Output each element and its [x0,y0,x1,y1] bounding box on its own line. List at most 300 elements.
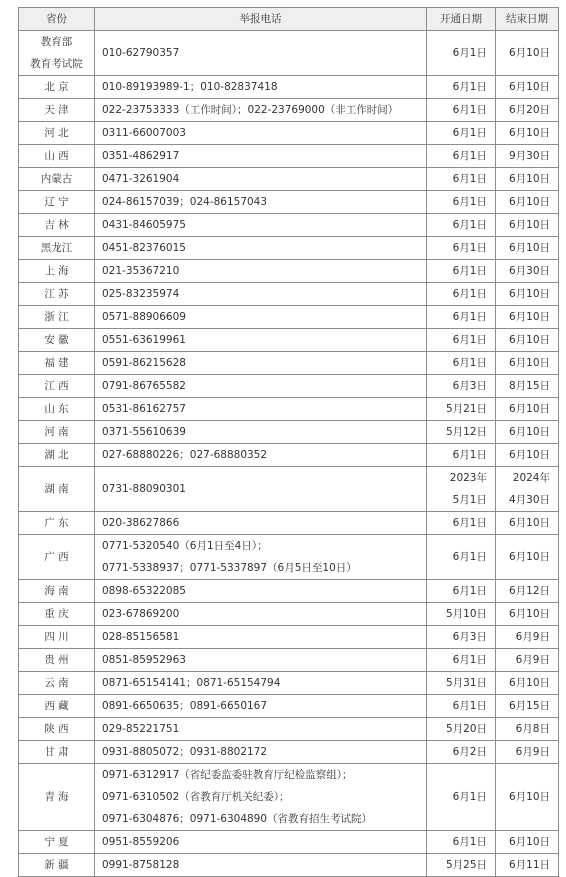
cell-start-date [427,421,496,444]
cell-province [19,695,95,718]
cell-province [19,352,95,375]
cell-phone [95,237,427,260]
cell-province [19,122,95,145]
cell-phone-line: 0951-8559206 [102,836,180,848]
cell-end-date [496,672,559,695]
cell-phone [95,831,427,854]
cell-start-date [427,535,496,580]
table-row [19,398,559,421]
cell-phone-line: 022-23753333（工作时间）；022-23769000（非工作时间） [102,104,399,116]
cell-phone [95,580,427,603]
cell-end-date-line: 6月10日 [508,791,550,803]
cell-province [19,831,95,854]
cell-end-date-line: 6月10日 [508,334,550,346]
cell-end-date-line: 4月30日 [508,494,550,506]
cell-end-date-line: 8月15日 [508,380,550,392]
cell-phone [95,375,427,398]
cell-phone-line: 0991-8758128 [102,859,180,871]
cell-start-date-line: 2023年 [449,472,487,484]
cell-province [19,421,95,444]
cell-end-date-line: 6月8日 [515,723,550,735]
cell-start-date [427,649,496,672]
cell-province-line: 广 西 [44,551,69,563]
cell-phone-line: 0551-63619961 [102,334,186,346]
table-row [19,535,559,580]
cell-phone [95,214,427,237]
cell-end-date [496,306,559,329]
cell-end-date-line: 6月10日 [508,357,550,369]
header-phone: 举报电话 [95,8,427,31]
cell-phone [95,99,427,122]
cell-end-date-line: 6月10日 [508,836,550,848]
report-phone-table [18,7,559,877]
cell-start-date [427,76,496,99]
cell-phone [95,764,427,831]
cell-phone-line: 0371-55610639 [102,426,186,438]
report-table-container [18,7,559,877]
cell-phone-line: 0351-4862917 [102,150,180,162]
cell-province [19,535,95,580]
cell-start-date [427,672,496,695]
cell-province [19,283,95,306]
cell-phone [95,649,427,672]
cell-start-date-line: 6月1日 [452,449,487,461]
table-row [19,626,559,649]
table-row [19,444,559,467]
cell-province [19,626,95,649]
cell-phone-line: 0931-8805072；0931-8802172 [102,746,268,758]
table-row [19,214,559,237]
cell-start-date [427,260,496,283]
cell-phone-line: 0571-88906609 [102,311,186,323]
cell-end-date [496,352,559,375]
cell-end-date [496,535,559,580]
cell-phone-line: 028-85156581 [102,631,180,643]
header-start-date: 开通日期 [427,8,496,31]
cell-phone-line: 0771-5338937；0771-5337897（6月5日至10日） [102,562,357,574]
cell-phone-line: 010-62790357 [102,47,180,59]
cell-end-date [496,764,559,831]
cell-province-line: 甘 肃 [44,746,69,758]
cell-end-date [496,421,559,444]
cell-start-date [427,512,496,535]
cell-end-date [496,741,559,764]
cell-end-date-line: 9月30日 [508,150,550,162]
cell-end-date-line: 6月20日 [508,104,550,116]
cell-start-date-line: 5月25日 [445,859,487,871]
cell-province-line: 天 津 [44,104,69,116]
cell-phone [95,31,427,76]
cell-province-line: 宁 夏 [44,836,69,848]
cell-phone-line: 0971-6304876；0971-6304890（省教育招生考试院） [102,813,373,825]
cell-start-date [427,580,496,603]
cell-province-line: 新 疆 [44,859,69,871]
cell-end-date-line: 6月10日 [508,288,550,300]
cell-province [19,191,95,214]
cell-start-date-line: 6月1日 [452,551,487,563]
cell-start-date-line: 6月1日 [452,357,487,369]
table-header-row [19,8,559,31]
table-row [19,306,559,329]
header-end-date: 结束日期 [496,8,559,31]
cell-province [19,512,95,535]
cell-phone [95,695,427,718]
cell-province-line: 广 东 [44,517,69,529]
cell-start-date [427,467,496,512]
cell-start-date [427,214,496,237]
cell-end-date-line: 6月10日 [508,677,550,689]
cell-start-date-line: 6月3日 [452,631,487,643]
cell-end-date-line: 6月10日 [508,196,550,208]
cell-end-date-line: 6月10日 [508,426,550,438]
table-row [19,191,559,214]
cell-start-date-line: 6月1日 [452,196,487,208]
cell-end-date [496,603,559,626]
table-row [19,145,559,168]
cell-end-date-line: 6月10日 [508,127,550,139]
cell-phone [95,512,427,535]
table-body [19,31,559,877]
cell-phone-line: 0898-65322085 [102,585,186,597]
cell-phone [95,444,427,467]
cell-province [19,329,95,352]
cell-province [19,603,95,626]
cell-start-date [427,444,496,467]
cell-phone-line: 0791-86765582 [102,380,186,392]
cell-start-date [427,191,496,214]
cell-phone-line: 025-83235974 [102,288,180,300]
cell-province [19,718,95,741]
cell-end-date-line: 6月10日 [508,242,550,254]
cell-end-date-line: 6月30日 [508,265,550,277]
cell-end-date [496,854,559,877]
cell-phone [95,398,427,421]
cell-phone-line: 0871-65154141；0871-65154794 [102,677,281,689]
table-row [19,329,559,352]
table-row [19,672,559,695]
cell-phone-line: 0431-84605975 [102,219,186,231]
cell-end-date-line: 6月10日 [508,173,550,185]
table-row [19,283,559,306]
cell-phone-line: 021-35367210 [102,265,180,277]
cell-end-date-line: 6月10日 [508,517,550,529]
cell-province [19,580,95,603]
cell-start-date-line: 5月1日 [452,494,487,506]
cell-province [19,375,95,398]
cell-start-date [427,329,496,352]
table-row [19,375,559,398]
cell-province-line: 山 西 [44,150,69,162]
cell-start-date-line: 6月1日 [452,47,487,59]
cell-end-date [496,831,559,854]
cell-phone [95,672,427,695]
cell-end-date [496,283,559,306]
cell-phone-line: 0591-86215628 [102,357,186,369]
cell-start-date [427,603,496,626]
cell-province-line: 山 东 [44,403,69,415]
cell-province-line: 辽 宁 [44,196,69,208]
cell-start-date-line: 6月3日 [452,380,487,392]
cell-phone-line: 0971-6310502（省教育厅机关纪委）； [102,791,290,803]
cell-start-date [427,375,496,398]
cell-start-date [427,122,496,145]
cell-phone [95,329,427,352]
cell-province [19,649,95,672]
cell-phone [95,168,427,191]
cell-start-date-line: 5月10日 [445,608,487,620]
cell-province [19,854,95,877]
cell-end-date-line: 6月10日 [508,608,550,620]
cell-start-date [427,352,496,375]
cell-end-date [496,718,559,741]
cell-province [19,306,95,329]
cell-phone-line: 027-68880226；027-68880352 [102,449,268,461]
cell-phone [95,145,427,168]
table-row [19,603,559,626]
cell-start-date-line: 6月1日 [452,173,487,185]
cell-phone [95,626,427,649]
table-row [19,352,559,375]
cell-start-date-line: 6月1日 [452,836,487,848]
cell-province [19,672,95,695]
cell-province-line: 贵 州 [44,654,69,666]
cell-phone-line: 010-89193989-1；010-82837418 [102,81,278,93]
cell-start-date-line: 6月1日 [452,311,487,323]
table-row [19,649,559,672]
cell-phone-line: 023-67869200 [102,608,180,620]
cell-start-date [427,145,496,168]
cell-start-date [427,854,496,877]
cell-end-date [496,649,559,672]
cell-start-date-line: 6月1日 [452,104,487,116]
cell-start-date [427,741,496,764]
cell-province [19,741,95,764]
cell-end-date-line: 6月15日 [508,700,550,712]
cell-province-line: 福 建 [44,357,69,369]
cell-phone [95,535,427,580]
cell-end-date-line: 6月11日 [508,859,550,871]
cell-end-date [496,398,559,421]
cell-start-date-line: 6月1日 [452,654,487,666]
cell-phone-line: 0531-86162757 [102,403,186,415]
cell-province [19,99,95,122]
cell-end-date [496,76,559,99]
cell-end-date [496,329,559,352]
cell-phone [95,741,427,764]
cell-start-date [427,764,496,831]
cell-province-line: 四 川 [44,631,69,643]
cell-province [19,764,95,831]
cell-start-date [427,31,496,76]
cell-start-date-line: 6月1日 [452,334,487,346]
cell-province [19,31,95,76]
cell-start-date [427,695,496,718]
table-row [19,580,559,603]
cell-phone-line: 020-38627866 [102,517,180,529]
cell-start-date [427,99,496,122]
cell-province-line: 安 徽 [44,334,69,346]
cell-phone [95,260,427,283]
cell-end-date-line: 6月10日 [508,449,550,461]
cell-province [19,168,95,191]
cell-start-date-line: 5月21日 [445,403,487,415]
table-row [19,99,559,122]
table-row [19,168,559,191]
cell-start-date-line: 6月1日 [452,700,487,712]
cell-end-date [496,260,559,283]
cell-province-line: 内蒙古 [40,173,73,185]
cell-start-date [427,168,496,191]
cell-phone-line: 024-86157039；024-86157043 [102,196,268,208]
cell-start-date [427,831,496,854]
cell-phone [95,352,427,375]
cell-start-date [427,283,496,306]
cell-start-date [427,398,496,421]
cell-province-line: 海 南 [44,585,69,597]
table-row [19,421,559,444]
table-row [19,764,559,831]
cell-end-date [496,145,559,168]
cell-phone [95,122,427,145]
cell-end-date [496,467,559,512]
cell-province-line: 河 南 [44,426,69,438]
cell-end-date [496,99,559,122]
cell-province [19,398,95,421]
cell-province-line: 北 京 [44,81,69,93]
cell-start-date [427,306,496,329]
cell-phone [95,306,427,329]
cell-end-date [496,444,559,467]
cell-phone [95,467,427,512]
cell-phone-line: 0731-88090301 [102,483,186,495]
cell-start-date [427,626,496,649]
table-row [19,260,559,283]
cell-end-date [496,375,559,398]
cell-end-date [496,122,559,145]
cell-end-date [496,168,559,191]
cell-end-date-line: 6月12日 [508,585,550,597]
cell-end-date-line: 6月9日 [515,654,550,666]
cell-province-line: 重 庆 [44,608,69,620]
cell-end-date [496,191,559,214]
cell-start-date-line: 6月1日 [452,219,487,231]
cell-province-line: 湖 北 [44,449,69,461]
cell-province-line: 浙 江 [44,311,69,323]
table-row [19,31,559,76]
cell-end-date-line: 6月10日 [508,403,550,415]
cell-province-line: 西 藏 [44,700,69,712]
cell-start-date-line: 5月12日 [445,426,487,438]
table-header [19,8,559,31]
cell-start-date-line: 5月20日 [445,723,487,735]
cell-end-date [496,512,559,535]
cell-phone-line: 0471-3261904 [102,173,180,185]
cell-province-line: 青 海 [44,791,69,803]
cell-province-line: 教育部 [40,36,73,48]
cell-end-date [496,237,559,260]
cell-start-date-line: 6月1日 [452,242,487,254]
cell-phone [95,854,427,877]
table-row [19,467,559,512]
cell-start-date-line: 6月1日 [452,265,487,277]
table-row [19,741,559,764]
table-row [19,237,559,260]
cell-start-date-line: 6月1日 [452,791,487,803]
table-row [19,831,559,854]
table-row [19,854,559,877]
cell-province [19,444,95,467]
table-row [19,695,559,718]
cell-province [19,467,95,512]
cell-province-line: 湖 南 [44,483,69,495]
cell-end-date-line: 2024年 [512,472,550,484]
cell-phone-line: 0311-66007003 [102,127,186,139]
cell-province [19,260,95,283]
cell-province-line: 河 北 [44,127,69,139]
cell-start-date [427,237,496,260]
cell-province-line: 上 海 [44,265,69,277]
cell-phone-line: 0851-85952963 [102,654,186,666]
cell-province [19,214,95,237]
header-province: 省份 [19,8,95,31]
cell-phone-line: 0891-6650635；0891-6650167 [102,700,268,712]
cell-phone-line: 029-85221751 [102,723,180,735]
cell-end-date-line: 6月10日 [508,47,550,59]
cell-start-date-line: 5月31日 [445,677,487,689]
table-row [19,76,559,99]
cell-phone-line: 0971-6312917（省纪委监委驻教育厅纪检监察组）； [102,769,353,781]
cell-province-line: 云 南 [44,677,69,689]
cell-end-date [496,695,559,718]
cell-start-date-line: 6月2日 [452,746,487,758]
cell-end-date [496,580,559,603]
cell-province-line: 江 西 [44,380,69,392]
table-row [19,512,559,535]
cell-province-line: 教育考试院 [30,58,83,70]
cell-phone [95,421,427,444]
cell-start-date-line: 6月1日 [452,150,487,162]
cell-province-line: 黑龙江 [40,242,73,254]
cell-end-date-line: 6月10日 [508,311,550,323]
cell-province-line: 陕 西 [44,723,69,735]
cell-phone [95,603,427,626]
cell-start-date-line: 6月1日 [452,288,487,300]
cell-phone [95,76,427,99]
cell-start-date-line: 6月1日 [452,81,487,93]
cell-end-date-line: 6月10日 [508,551,550,563]
cell-end-date [496,626,559,649]
cell-province-line: 吉 林 [44,219,69,231]
cell-end-date-line: 6月9日 [515,631,550,643]
cell-start-date-line: 6月1日 [452,517,487,529]
cell-province-line: 江 苏 [44,288,69,300]
cell-start-date-line: 6月1日 [452,127,487,139]
cell-end-date [496,31,559,76]
cell-end-date-line: 6月10日 [508,219,550,231]
cell-phone-line: 0451-82376015 [102,242,186,254]
cell-phone [95,191,427,214]
cell-province [19,237,95,260]
cell-phone-line: 0771-5320540（6月1日至4日）； [102,540,268,552]
cell-phone [95,718,427,741]
cell-end-date [496,214,559,237]
cell-province [19,76,95,99]
cell-end-date-line: 6月10日 [508,81,550,93]
table-row [19,718,559,741]
table-row [19,122,559,145]
cell-start-date-line: 6月1日 [452,585,487,597]
cell-phone [95,283,427,306]
